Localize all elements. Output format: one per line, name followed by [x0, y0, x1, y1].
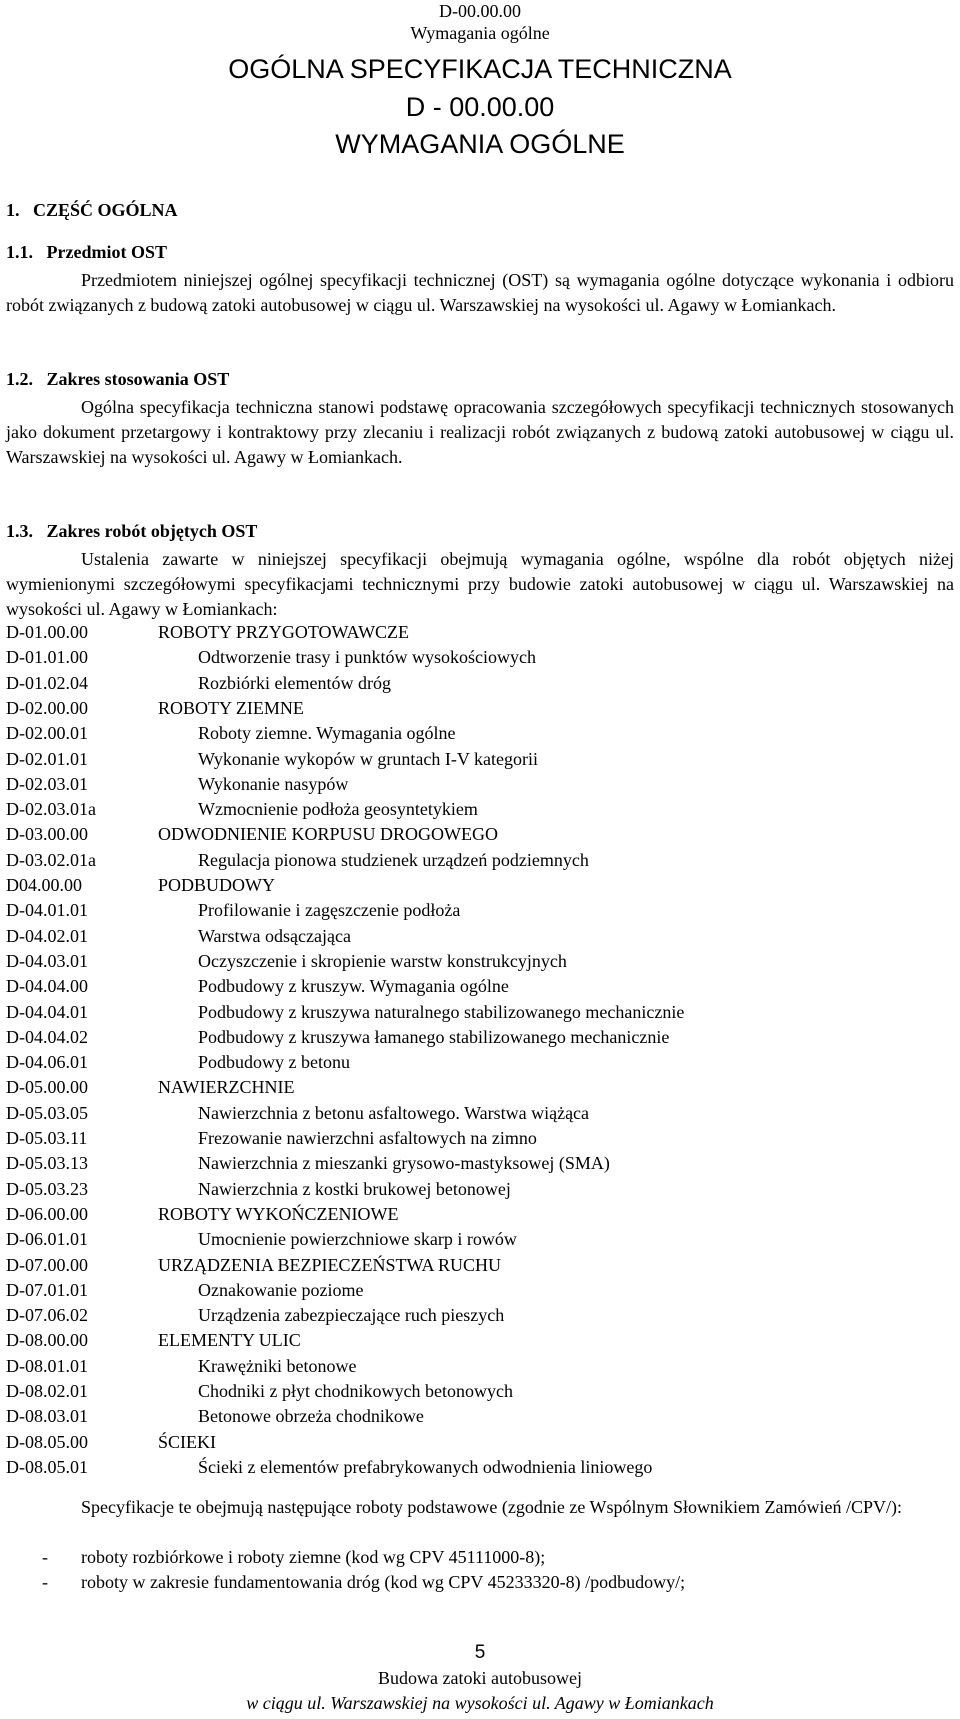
spec-code: D-04.01.01: [6, 900, 88, 921]
spec-label: ROBOTY ZIEMNE: [158, 697, 304, 718]
spec-label: Urządzenia zabezpieczające ruch pieszych: [198, 1305, 505, 1326]
section-1-3-heading: 1.3. Zakres robót objętych OST: [6, 521, 258, 541]
section-1-3-text: Ustalenia zawarte w niniejszej specyfikacji obejmują wymagania ogólne, wspólne dla robót objętych niżej wymienionymi szczegółowymi specyfikacjami technicznymi przy budowie zatoki autobusowej w ciągu ul. Warszawskiej na wysokości ul. Agawy w Łomiankach:: [6, 549, 954, 619]
spec-label: Profilowanie i zagęszczenie podłoża: [198, 900, 461, 921]
footer-line-1: Budowa zatoki autobusowej: [378, 1668, 582, 1688]
spec-code: D-08.03.01: [6, 1406, 88, 1427]
spec-label: Odtworzenie trasy i punktów wysokościowych: [198, 647, 536, 668]
header-subtitle: Wymagania ogólne: [410, 23, 550, 43]
spec-code: D-04.02.01: [6, 925, 88, 946]
spec-code: D-01.01.00: [6, 647, 88, 668]
spec-label: Oczyszczenie i skropienie warstw konstrukcyjnych: [198, 950, 567, 971]
spec-code: D-04.04.01: [6, 1001, 88, 1022]
section-1-2-text: Ogólna specyfikacja techniczna stanowi podstawę opracowania szczegółowych specyfikacji technicznych stosowanych jako dokument przetargowy i kontraktowy przy zlecaniu i realizacji robót związanych z budową zatoki autobusowej w ciągu ul. Warszawskiej na wysokości ul. Agawy w Łomiankach.: [6, 397, 954, 467]
spec-label: Krawężniki betonowe: [198, 1355, 357, 1376]
spec-code: D-05.03.11: [6, 1128, 88, 1148]
spec-code: D-02.00.00: [6, 697, 88, 718]
title-line-3: WYMAGANIA OGÓLNE: [335, 129, 625, 159]
spec-label: ROBOTY PRZYGOTOWAWCZE: [158, 622, 410, 642]
spec-label: Chodniki z płyt chodnikowych betonowych: [198, 1381, 513, 1401]
spec-label: ŚCIEKI: [158, 1431, 216, 1452]
spec-label: Nawierzchnia z kostki brukowej betonowej: [198, 1178, 511, 1199]
spec-code: D-07.06.02: [6, 1305, 88, 1326]
spec-code: D-07.00.00: [6, 1254, 88, 1275]
section-1-heading: 1. CZĘŚĆ OGÓLNA: [6, 200, 178, 220]
spec-label: Warstwa odsączająca: [198, 925, 351, 946]
title-line-2: D - 00.00.00: [405, 92, 555, 122]
spec-code: D-04.06.01: [6, 1052, 88, 1073]
spec-code: D-02.03.01a: [6, 799, 96, 820]
cpv-item-2-dash: -: [42, 1572, 48, 1592]
spec-label: ROBOTY WYKOŃCZENIOWE: [158, 1203, 399, 1224]
spec-label: Rozbiórki elementów dróg: [198, 672, 391, 693]
spec-code: D04.00.00: [6, 875, 82, 895]
spec-label: Ścieki z elementów prefabrykowanych odwodnienia liniowego: [198, 1456, 653, 1477]
spec-label: Wykonanie nasypów: [198, 773, 349, 794]
spec-code: D-08.02.01: [6, 1381, 88, 1401]
spec-code: D-04.03.01: [6, 950, 88, 971]
cpv-item-2: [42, 1570, 685, 1595]
spec-code: D-06.01.01: [6, 1229, 88, 1250]
spec-code: D-05.03.05: [6, 1102, 88, 1123]
spec-label: Podbudowy z betonu: [198, 1052, 350, 1073]
spec-code: D-04.04.00: [6, 976, 88, 997]
cpv-item-2-text: roboty w zakresie fundamentowania dróg (kod wg CPV 45233320-8) /podbudowy/;: [81, 1572, 686, 1592]
spec-label: Wzmocnienie podłoża geosyntetykiem: [198, 799, 478, 820]
header-code: D-00.00.00: [439, 1, 521, 21]
page-number: 5: [474, 1642, 486, 1663]
spec-code: D-07.01.01: [6, 1279, 88, 1300]
footer-line-2: w ciągu ul. Warszawskiej na wysokości ul. Agawy w Łomiankach: [246, 1693, 714, 1713]
spec-label: Frezowanie nawierzchni asfaltowych na zimno: [198, 1128, 537, 1148]
spec-label: Wykonanie wykopów w gruntach I-V kategorii: [198, 748, 538, 769]
spec-code: D-01.00.00: [6, 622, 88, 642]
spec-code: D-02.03.01: [6, 773, 88, 794]
spec-label: Betonowe obrzeża chodnikowe: [198, 1406, 424, 1427]
spec-code: D-05.00.00: [6, 1077, 88, 1098]
spec-label: Podbudowy z kruszywa naturalnego stabilizowanego mechanicznie: [198, 1001, 685, 1022]
spec-label: Oznakowanie poziome: [198, 1279, 364, 1300]
spec-label: PODBUDOWY: [158, 875, 275, 895]
spec-label: ELEMENTY ULIC: [158, 1330, 301, 1351]
spec-code: D-05.03.23: [6, 1178, 88, 1199]
spec-code: D-01.02.04: [6, 672, 88, 693]
spec-label: Regulacja pionowa studzienek urządzeń podziemnych: [198, 849, 589, 870]
cpv-item-1: [42, 1545, 545, 1570]
spec-code: D-08.01.01: [6, 1355, 88, 1376]
spec-code: D-03.00.00: [6, 824, 88, 845]
spec-label: Roboty ziemne. Wymagania ogólne: [198, 723, 456, 744]
spec-label: NAWIERZCHNIE: [158, 1077, 295, 1098]
cpv-item-1-dash: -: [42, 1547, 48, 1567]
spec-label: Podbudowy z kruszywa łamanego stabilizowanego mechanicznie: [198, 1026, 670, 1047]
spec-label: Nawierzchnia z mieszanki grysowo-mastyksowej (SMA): [198, 1153, 610, 1174]
spec-code: D-05.03.13: [6, 1153, 88, 1174]
spec-code: D-04.04.02: [6, 1026, 88, 1047]
spec-code: D-06.00.00: [6, 1203, 88, 1224]
spec-code: D-08.05.01: [6, 1456, 88, 1477]
spec-label: ODWODNIENIE KORPUSU DROGOWEGO: [158, 824, 498, 845]
spec-label: Podbudowy z kruszyw. Wymagania ogólne: [198, 976, 509, 997]
spec-label: Umocnienie powierzchniowe skarp i rowów: [198, 1229, 517, 1250]
spec-code: D-03.02.01a: [6, 849, 96, 870]
spec-code: D-08.05.00: [6, 1431, 88, 1452]
section-1-2-heading: 1.2. Zakres stosowania OST: [6, 369, 230, 389]
section-1-1-heading: 1.1. Przedmiot OST: [6, 242, 167, 262]
spec-label: Nawierzchnia z betonu asfaltowego. Warstwa wiążąca: [198, 1102, 590, 1123]
spec-label: URZĄDZENIA BEZPIECZEŃSTWA RUCHU: [158, 1254, 501, 1275]
section-1-1-text: Przedmiotem niniejszej ogólnej specyfikacji technicznej (OST) są wymagania ogólne dotyczące wykonania i odbioru robót związanych z budową zatoki autobusowej w ciągu ul. Warszawskiej na wysokości ul. Agawy w Łomiankach.: [6, 270, 954, 315]
spec-code: D-08.00.00: [6, 1330, 88, 1351]
cpv-item-1-text: roboty rozbiórkowe i roboty ziemne (kod wg CPV 45111000-8);: [81, 1547, 546, 1567]
spec-code: D-02.01.01: [6, 748, 88, 769]
title-line-1: OGÓLNA SPECYFIKACJA TECHNICZNA: [228, 54, 732, 84]
cpv-intro: Specyfikacje te obejmują następujące roboty podstawowe (zgodnie ze Wspólnym Słownikiem Zamówień /CPV/):: [81, 1497, 902, 1517]
spec-code: D-02.00.01: [6, 723, 88, 744]
